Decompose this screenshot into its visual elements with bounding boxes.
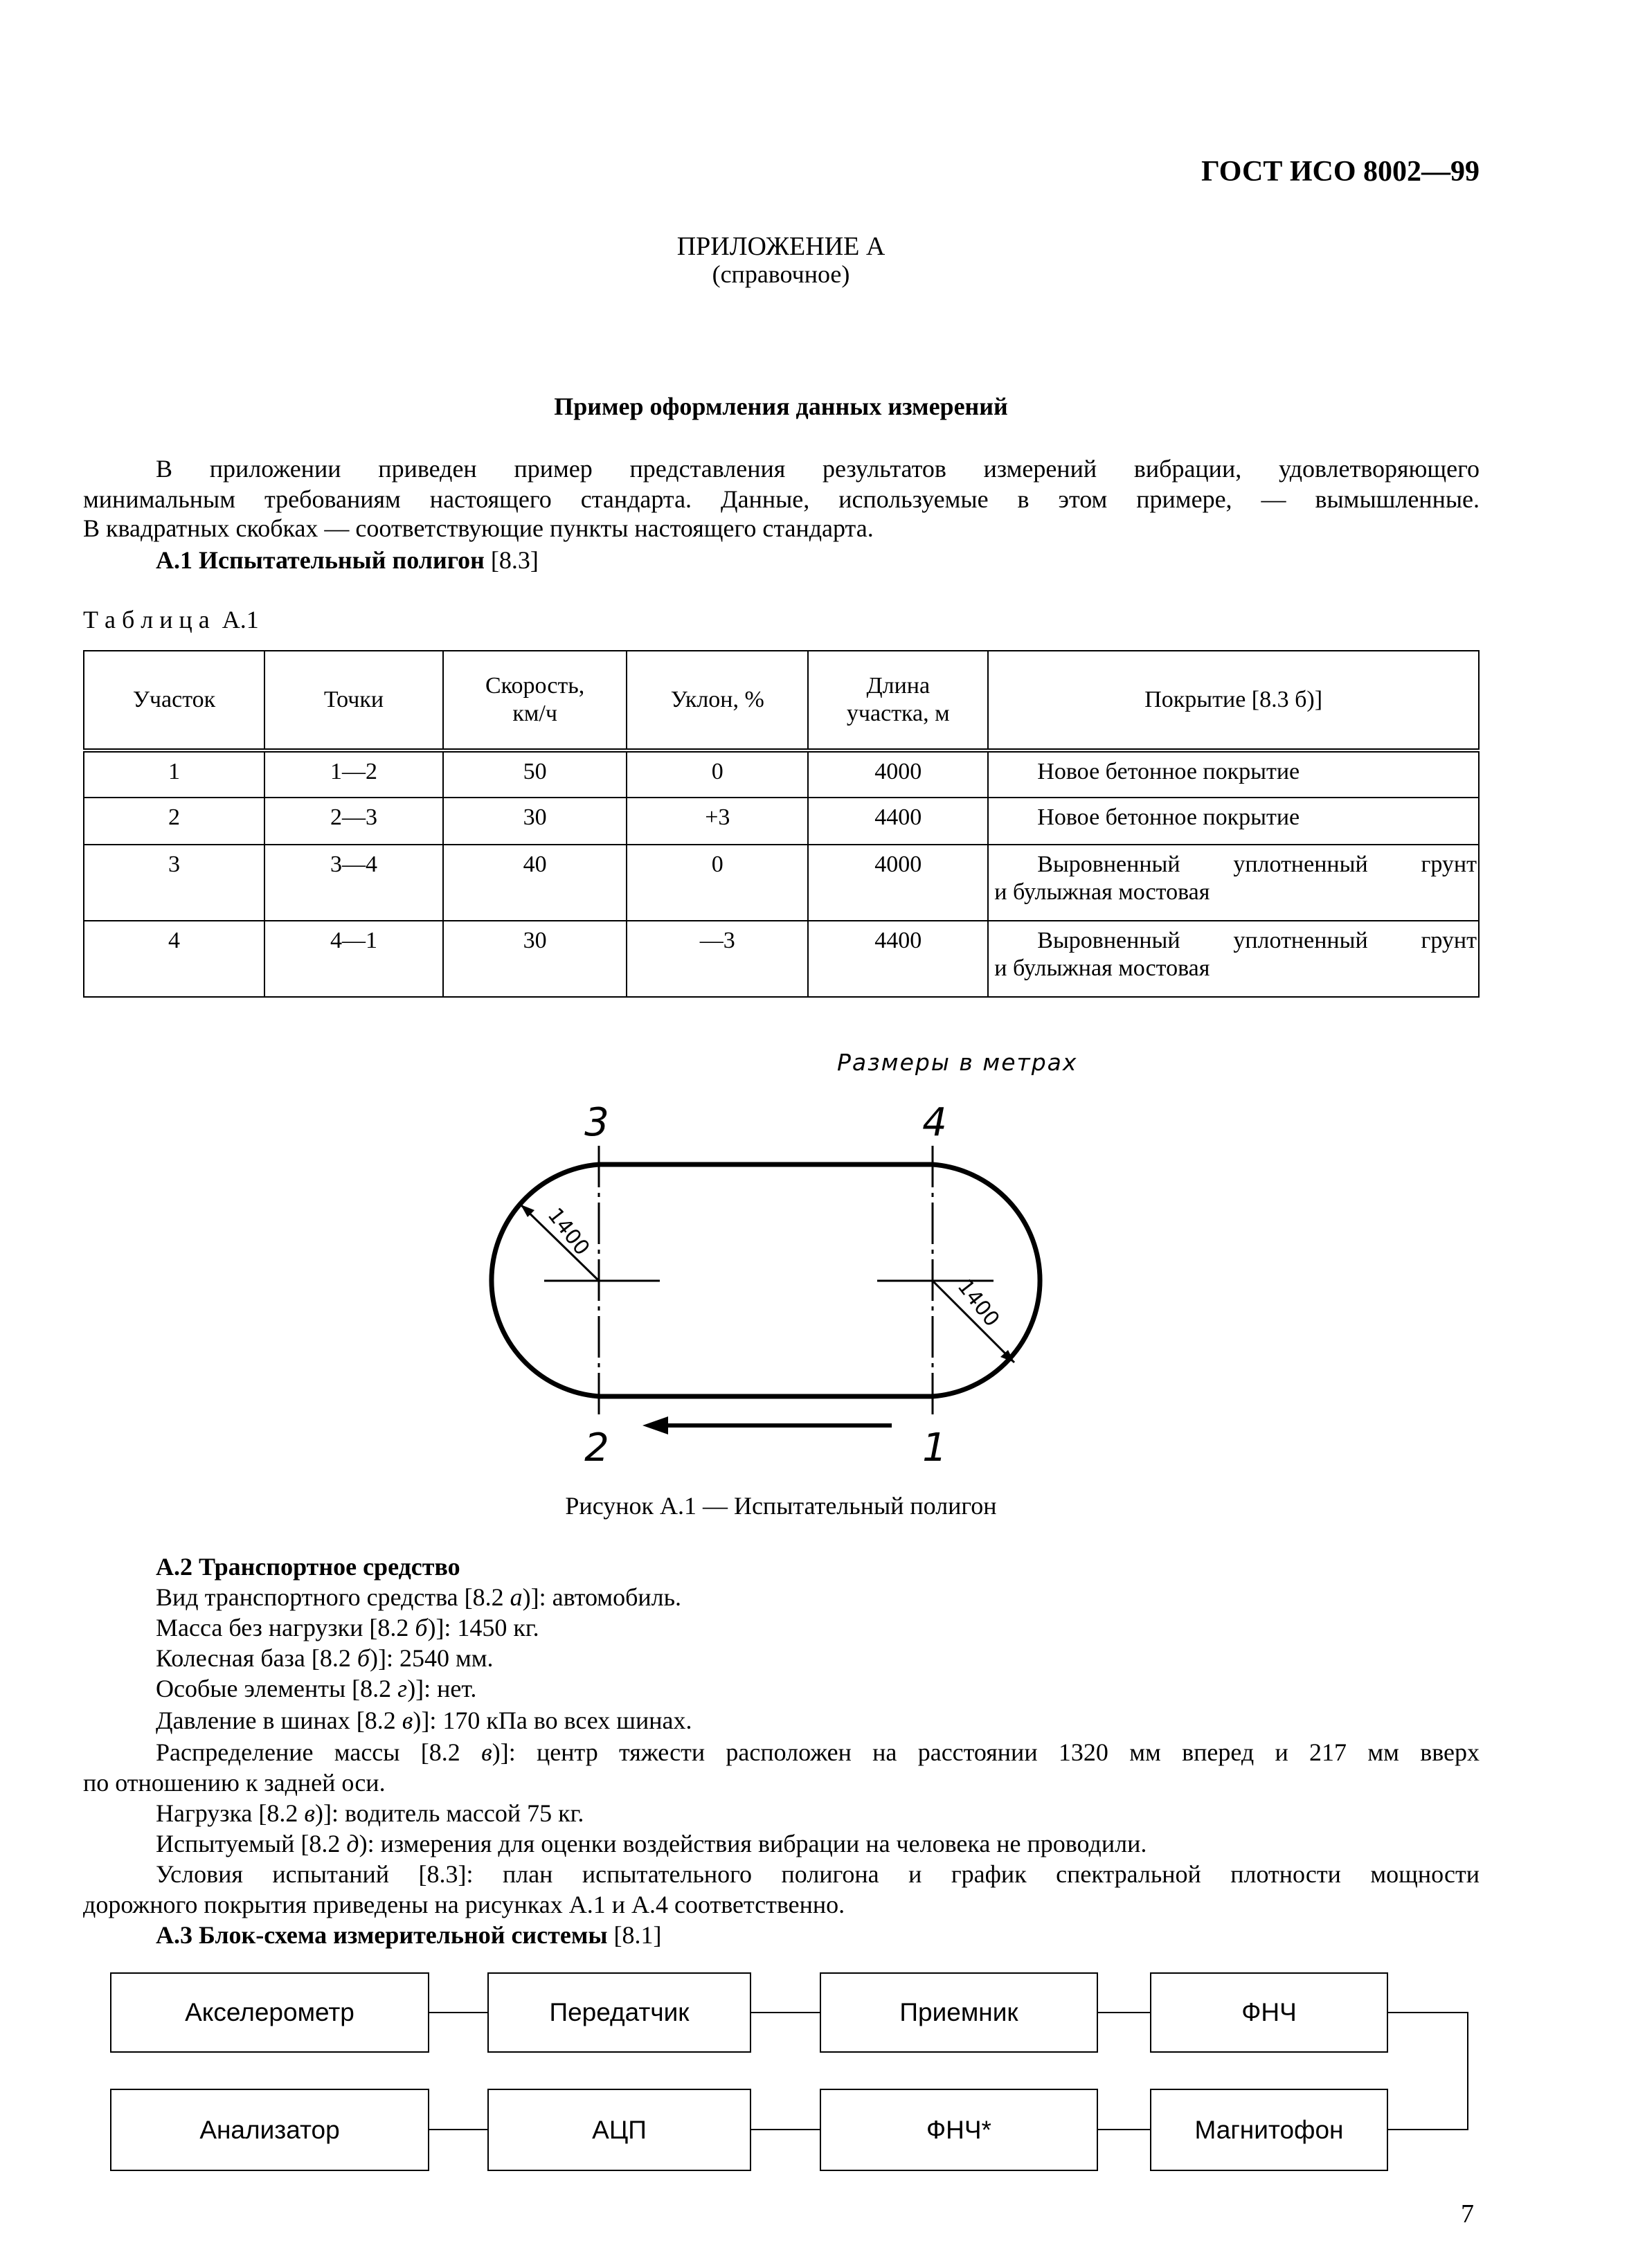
intro-line-1: В приложении приведен пример представления результатов измерений вибрации, удовлетворяющего [156,455,1480,483]
page-number: 7 [1461,2199,1474,2229]
cell-length: 4400 [808,798,988,845]
appendix-heading: Пример оформления данных измерений [554,393,1008,420]
surface-line-1: Выровненный уплотненный грунт [1037,928,1477,953]
text-segment: )]: 170 кПа во всех шинах. [413,1707,692,1734]
text-segment: Колесная база [8.2 [156,1644,357,1672]
vehicle-info-line [156,1612,539,1643]
appendix-title: ПРИЛОЖЕНИЕ А [676,232,886,261]
cell-section: 1 [84,750,264,798]
section-a2-heading: А.2 Транспортное средство [156,1553,460,1581]
cell-speed: 30 [443,921,627,997]
vehicle-info-line [156,1828,1147,1859]
cell-slope: 0 [627,845,808,921]
text-segment: ): измерения для оценки воздействия вибрации на человека не проводили. [359,1830,1147,1857]
block-transmitter: Передатчик [487,1972,751,2053]
cell-points: 4—1 [264,921,443,997]
block-analyzer: Анализатор [110,2089,429,2171]
arrowhead-icon [642,1416,668,1434]
block-connectors [0,1938,1645,2215]
block-adc: АЦП [487,2089,751,2171]
cell-points: 3—4 [264,845,443,921]
text-segment: г [397,1675,408,1702]
cell-length: 4000 [808,845,988,921]
text-segment: )]: 2540 мм. [369,1644,494,1672]
text-segment: )]: автомобиль. [522,1583,682,1611]
block-receiver: Приемник [820,1972,1098,2053]
text-segment: )]: нет. [407,1675,477,1702]
radius-label-right: 1400 [952,1275,1005,1332]
vehicle-info-line [156,1673,476,1704]
text-segment: д [346,1830,359,1857]
figure-caption: Рисунок А.1 — Испытательный полигон [565,1492,997,1520]
text-segment: в [402,1707,413,1734]
section-a1-ref: [8.3] [484,546,539,574]
cell-points: 1—2 [264,750,443,798]
text-segment: дорожного покрытия приведены на рисунках А.1 и А.4 соответственно. [83,1891,845,1918]
cell-section: 4 [84,921,264,997]
point-label-2: 2 [584,1425,609,1470]
cell-section: 3 [84,845,264,921]
intro-line-3: В квадратных скобках — соответствующие пункты настоящего стандарта. [83,514,874,542]
surface-line-2: и булыжная мостовая [994,879,1210,905]
cell-length: 4400 [808,921,988,997]
appendix-subtitle: (справочное) [712,260,850,288]
vehicle-info-line [156,1643,494,1673]
cell-length: 4000 [808,750,988,798]
text-segment: )]: 1450 кг. [427,1614,539,1641]
text-segment: Давление в шинах [8.2 [156,1707,402,1734]
cell-speed: 40 [443,845,627,921]
vehicle-info-line [83,1889,845,1920]
surface-line-1: Новое бетонное покрытие [1037,804,1300,830]
col-header-slope: Уклон, % [627,651,808,750]
text-segment: Масса без нагрузки [8.2 [156,1614,415,1641]
table-caption: Т а б л и ц а А.1 [83,606,259,633]
text-segment: в [304,1799,316,1827]
text-segment: по отношению к задней оси. [83,1769,386,1797]
text-segment: )]: центр тяжести расположен на расстоянии 1320 мм вперед и 217 мм вверх [492,1738,1480,1766]
text-segment: б [357,1644,370,1672]
section-a3-title: А.3 Блок-схема измерительной системы [156,1921,608,1949]
section-a1-title: А.1 Испытательный полигон [156,546,485,574]
cell-slope: —3 [627,921,808,997]
cell-speed: 50 [443,750,627,798]
cell-slope: 0 [627,750,808,798]
text-segment: б [415,1614,428,1641]
block-lowpass-filter-2: ФНЧ* [820,2089,1098,2171]
cell-points: 2—3 [264,798,443,845]
block-lowpass-filter: ФНЧ [1150,1972,1388,2053]
vehicle-info-line [156,1705,692,1736]
point-label-3: 3 [584,1100,609,1145]
vehicle-info-line [156,1582,681,1612]
section-a3-ref: [8.1] [607,1921,662,1949]
point-label-4: 4 [922,1100,947,1145]
surface-line-2: и булыжная мостовая [994,955,1210,981]
col-header-surface: Покрытие [8.3 б)] [988,651,1479,750]
text-segment: Условия испытаний [8.3]: план испытательного полигона и график спектральной плотности мощности [156,1860,1480,1888]
text-segment: )]: водитель массой 75 кг. [315,1799,584,1827]
text-segment: Особые элементы [8.2 [156,1675,398,1702]
intro-line-2: минимальным требованиям настоящего стандарта. Данные, используемые в этом примере, — вымышленные. [83,485,1480,513]
vehicle-info-line [156,1798,584,1828]
cell-speed: 30 [443,798,627,845]
radius-label-left: 1400 [542,1203,595,1261]
block-accelerometer: Акселерометр [110,1972,429,2053]
surface-line-1: Выровненный уплотненный грунт [1037,852,1477,877]
text-segment: Испытуемый [8.2 [156,1830,347,1857]
col-header-speed: Скорость, км/ч [443,651,627,750]
col-header-section: Участок [84,651,264,750]
col-header-points: Точки [264,651,443,750]
block-tape-recorder: Магнитофон [1150,2089,1388,2171]
vehicle-info-line [156,1737,1480,1767]
document-id: ГОСТ ИСО 8002—99 [1201,156,1480,188]
cell-slope: +3 [627,798,808,845]
units-note: Размеры в метрах [837,1049,1078,1076]
text-segment: Нагрузка [8.2 [156,1799,305,1827]
col-header-length: Длина участка, м [808,651,988,750]
vehicle-info-line [83,1767,386,1798]
cell-section: 2 [84,798,264,845]
text-segment: Распределение массы [8.2 [156,1738,482,1766]
text-segment: в [481,1738,492,1766]
vehicle-info-line [156,1859,1480,1889]
point-label-1: 1 [922,1425,947,1470]
text-segment: а [510,1583,523,1611]
text-segment: Вид транспортного средства [8.2 [156,1583,510,1611]
surface-line-1: Новое бетонное покрытие [1037,759,1300,784]
